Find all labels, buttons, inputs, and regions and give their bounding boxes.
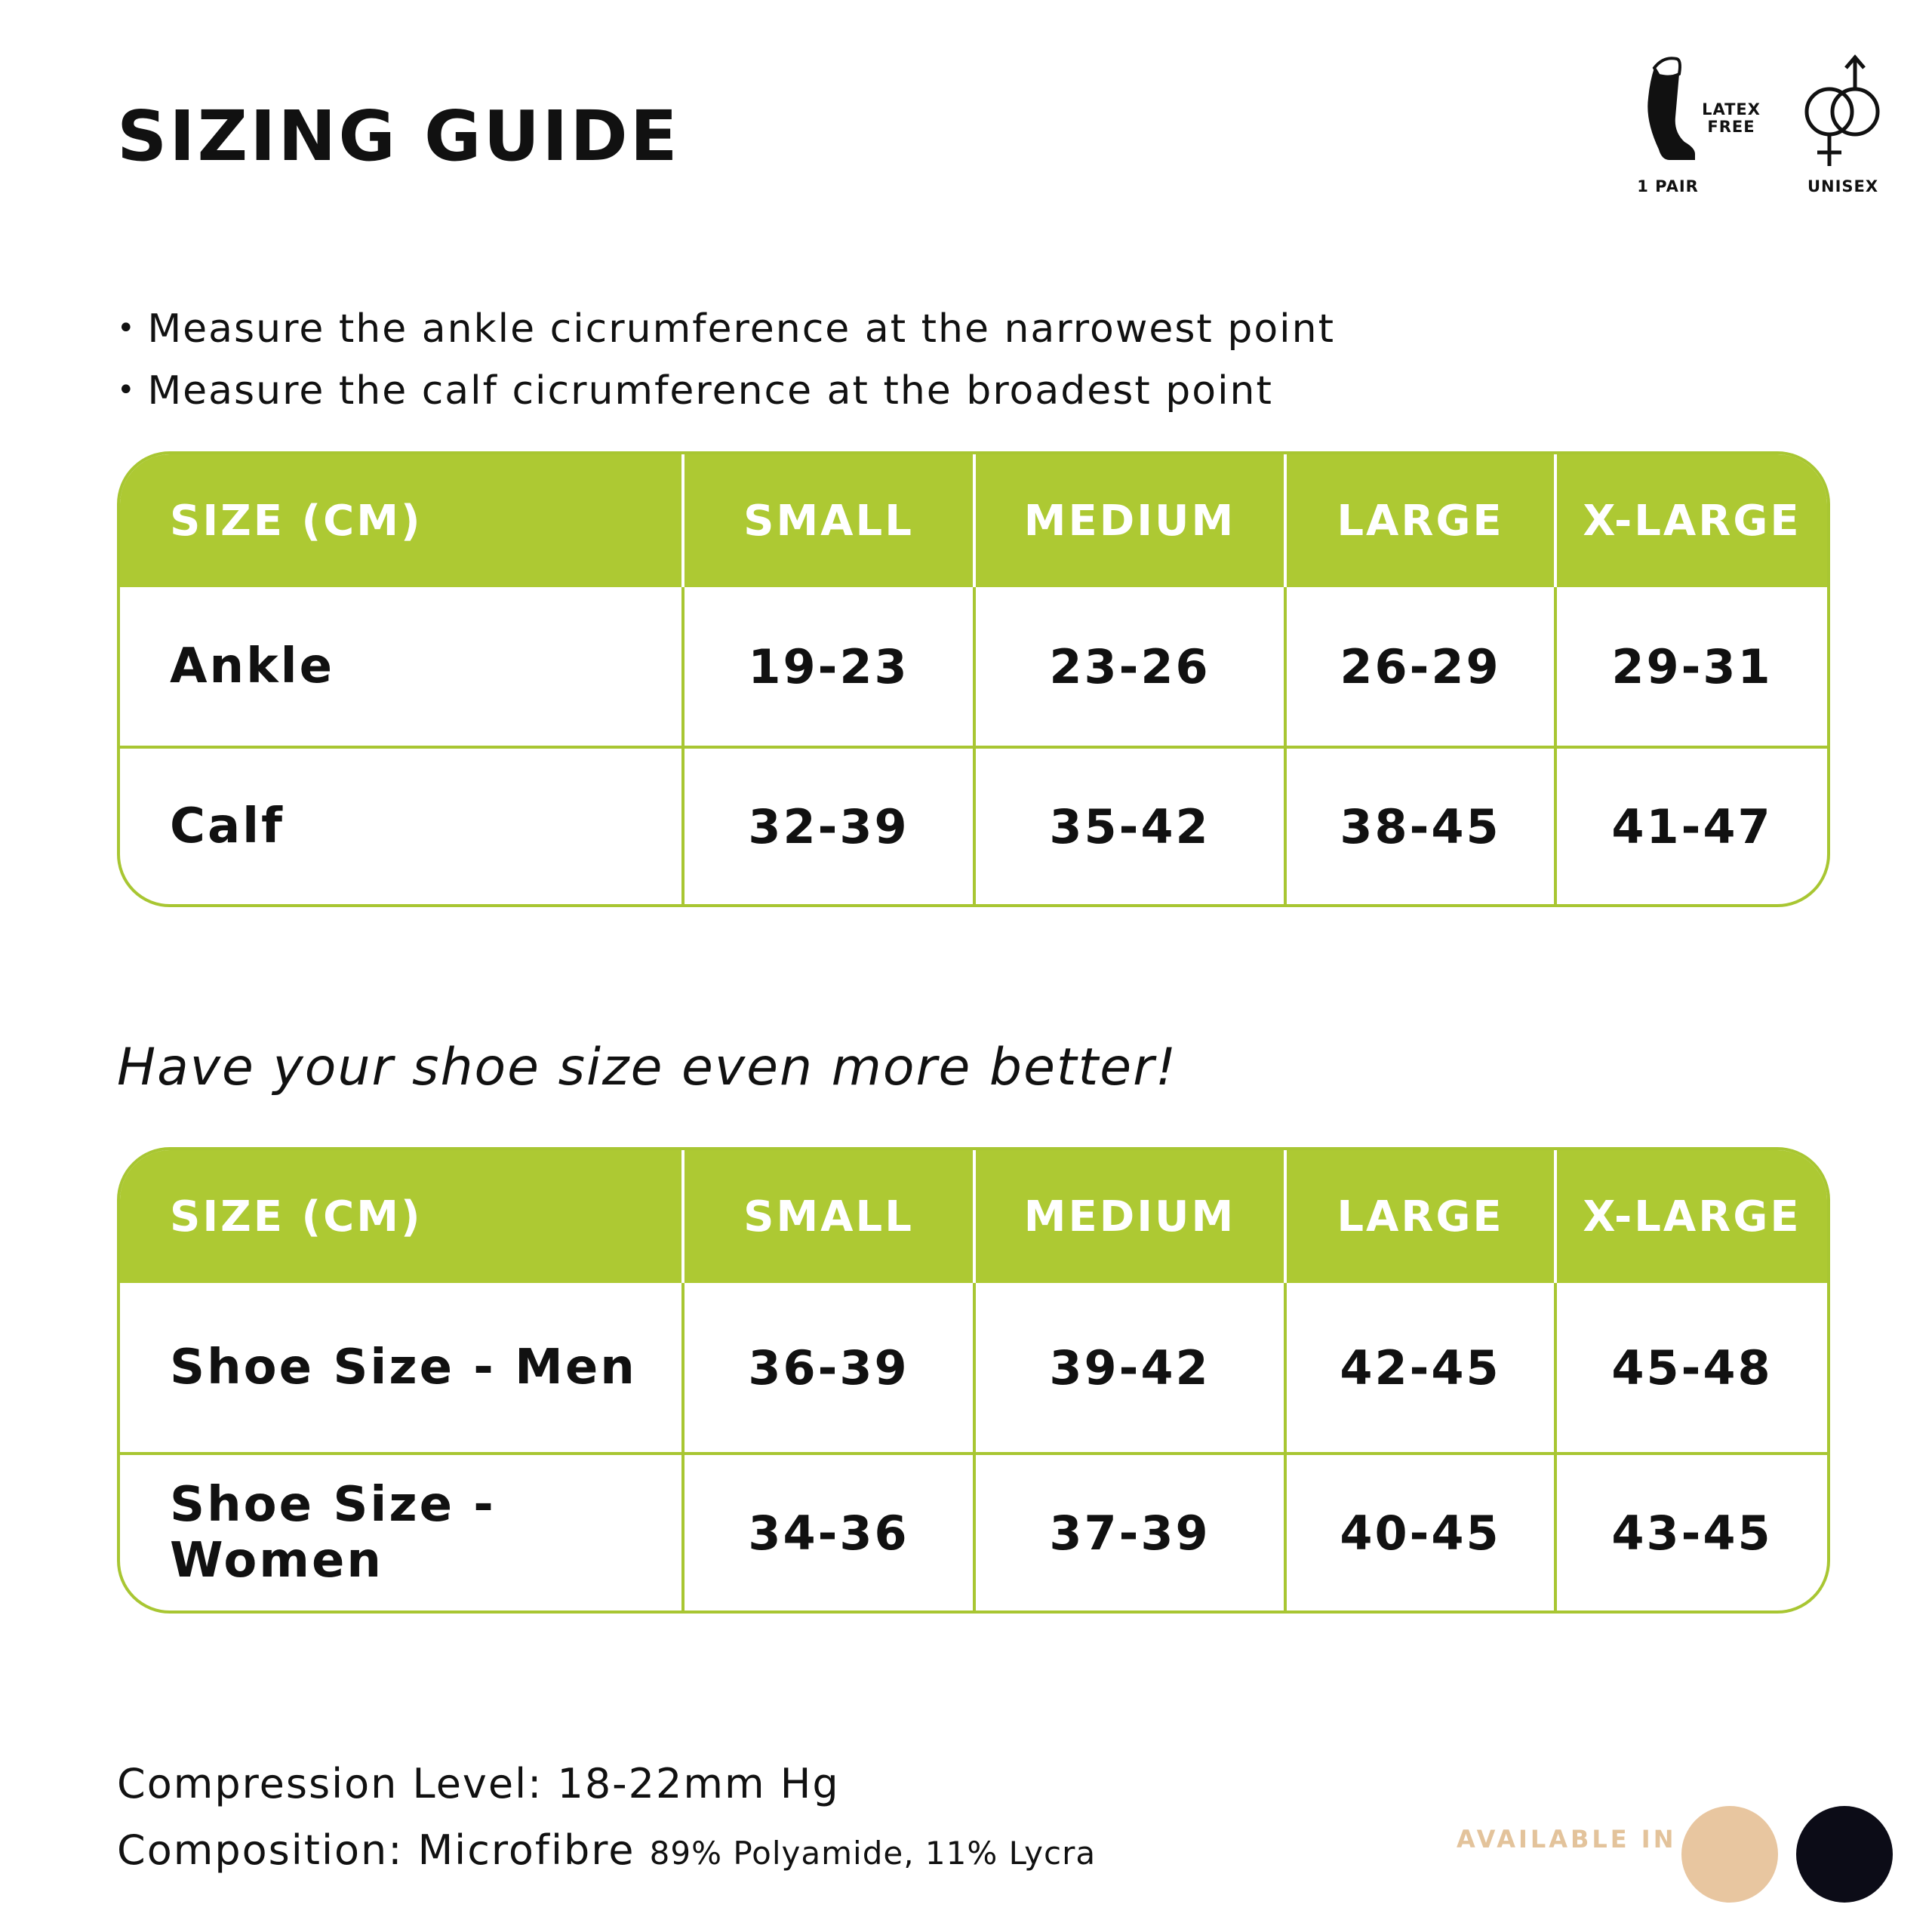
table-cell: 38-45 <box>1284 746 1554 904</box>
compression-level: Compression Level: 18-22mm Hg <box>117 1760 840 1807</box>
composition <box>117 1817 1096 1887</box>
table-cell: 45-48 <box>1554 1283 1827 1452</box>
table-header-cell: SIZE (CM) <box>120 454 681 587</box>
row-label-shoe-men: Shoe Size - Men <box>170 1340 637 1395</box>
row-label-calf: Calf <box>120 746 681 904</box>
table-cell: 40-45 <box>1284 1452 1554 1611</box>
table-header-cell: SIZE (CM) <box>120 1150 681 1283</box>
gender-symbols-icon <box>1790 53 1896 174</box>
product-specs <box>117 1751 1096 1887</box>
product-badges <box>1615 53 1902 204</box>
table-header-cell: MEDIUM <box>973 454 1284 587</box>
table-header-cell: MEDIUM <box>973 1150 1284 1283</box>
page-title: SIZING GUIDE <box>117 96 680 177</box>
stocking-leg-icon <box>1638 53 1698 166</box>
table-cell: 42-45 <box>1284 1283 1554 1452</box>
table-cell: 43-45 <box>1554 1452 1827 1611</box>
table-cell: 32-39 <box>681 746 973 904</box>
unisex-label: UNISEX <box>1807 177 1879 195</box>
table-header-cell: SMALL <box>681 1150 973 1283</box>
table-header-cell: X-LARGE <box>1554 1150 1827 1283</box>
table-cell: 39-42 <box>973 1283 1284 1452</box>
table-cell: 19-23 <box>681 587 973 746</box>
measurement-size-table <box>117 451 1830 907</box>
latex-free-label <box>1697 101 1766 136</box>
composition-detail: 89% Polyamide, 11% Lycra <box>649 1835 1097 1872</box>
table-cell: 23-26 <box>973 587 1284 746</box>
instruction-ankle: • Measure the ankle cicrumference at the narrowest point <box>117 298 1335 360</box>
table-cell: 37-39 <box>973 1452 1284 1611</box>
table-cell: 36-39 <box>681 1283 973 1452</box>
shoe-size-table <box>117 1147 1830 1614</box>
table-header-cell: X-LARGE <box>1554 454 1827 587</box>
table-cell: 35-42 <box>973 746 1284 904</box>
table-header-cell: LARGE <box>1284 1150 1554 1283</box>
shoe-size-tagline: Have your shoe size even more better! <box>117 1038 1178 1097</box>
row-label-ankle: Ankle <box>170 638 334 694</box>
color-swatch-black[interactable] <box>1796 1806 1893 1903</box>
instruction-calf: • Measure the calf cicrumference at the broadest point <box>117 360 1335 422</box>
pair-label: 1 PAIR <box>1637 177 1699 195</box>
row-label-shoe-women: Shoe Size - Women <box>120 1452 681 1611</box>
latex-label-line1: LATEX <box>1702 100 1761 118</box>
measurement-instructions <box>117 298 1335 422</box>
available-in-label: AVAILABLE IN <box>1457 1825 1677 1854</box>
composition-main: Composition: Microfibre <box>117 1826 635 1874</box>
table-cell: 41-47 <box>1554 746 1827 904</box>
table-header-cell: SMALL <box>681 454 973 587</box>
latex-label-line2: FREE <box>1707 118 1755 136</box>
color-swatch-beige[interactable] <box>1681 1806 1778 1903</box>
table-cell: 29-31 <box>1554 587 1827 746</box>
table-cell: 26-29 <box>1284 587 1554 746</box>
table-header-cell: LARGE <box>1284 454 1554 587</box>
table-cell: 34-36 <box>681 1452 973 1611</box>
